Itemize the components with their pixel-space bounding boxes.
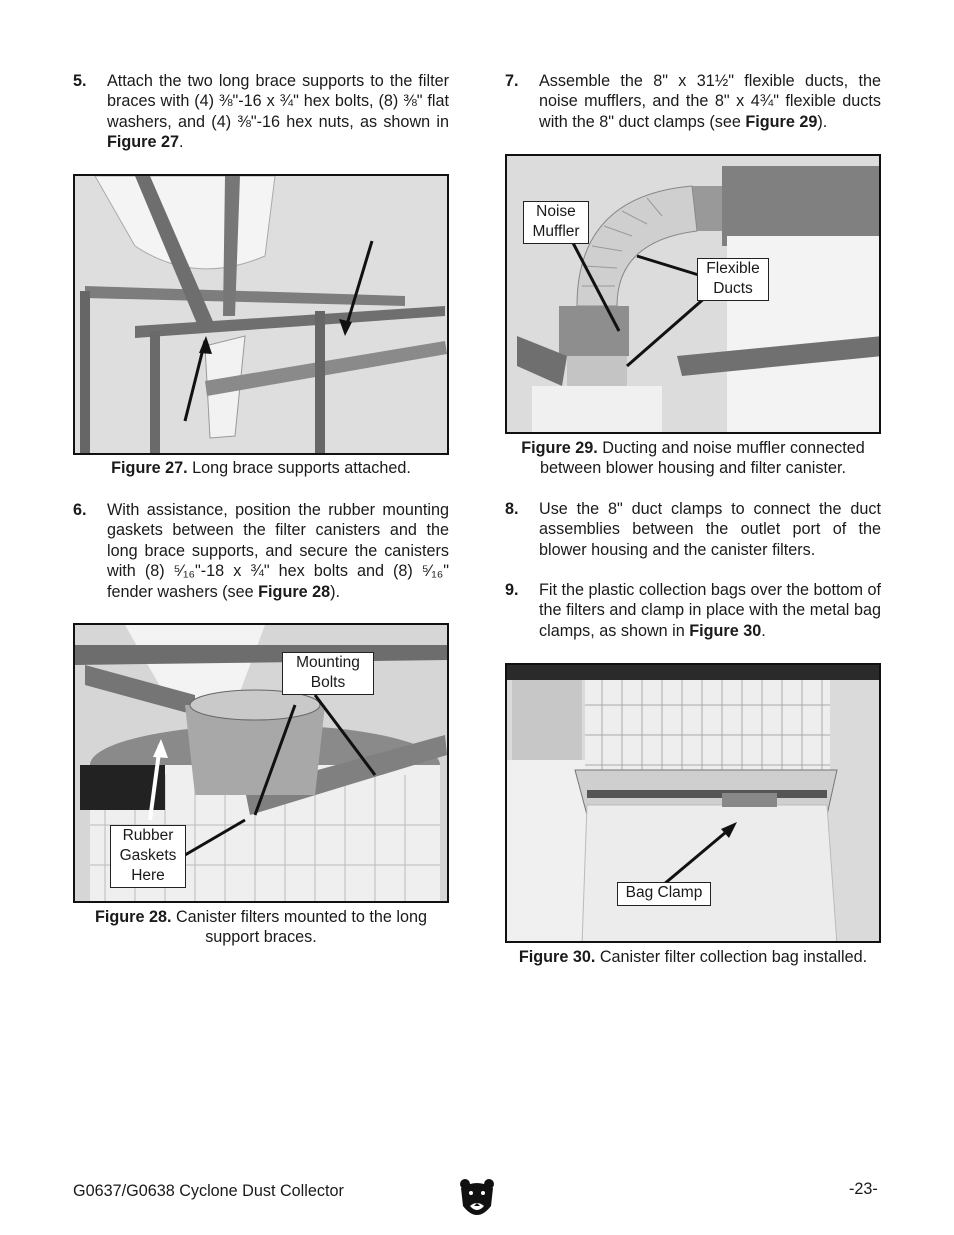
figure-29-photo — [505, 154, 881, 434]
step-text: Attach the two long brace supports to the filter braces with (4) ⅜"-16 x ¾" hex bolts, (8) ⅜" flat washers, and (4) ⅜"-16 hex nuts, as shown in Figure 27. — [107, 72, 449, 152]
step-number: 8. — [505, 500, 519, 518]
callout-flexible-ducts: Flexible Ducts — [697, 258, 769, 301]
callout-rubber-gaskets: Rubber Gaskets Here — [110, 825, 186, 888]
footer-model: G0637/G0638 Cyclone Dust Collector — [73, 1182, 344, 1200]
callout-mounting-bolts: Mounting Bolts — [282, 652, 374, 695]
step-number: 9. — [505, 581, 519, 599]
step-text: Fit the plastic collection bags over the bottom of the filters and clamp in place with the metal bag clamps, as shown in Figure 30. — [539, 581, 881, 640]
callout-bag-clamp: Bag Clamp — [617, 882, 711, 906]
figure-30-photo — [505, 663, 881, 943]
figure-29-caption: Figure 29. Ducting and noise muffler connected between blower housing and filter canister. — [521, 439, 865, 478]
step-number: 6. — [73, 501, 87, 519]
step-number: 7. — [505, 72, 519, 90]
figure-27-caption: Figure 27. Long brace supports attached. — [111, 459, 411, 477]
step-number: 5. — [73, 72, 87, 90]
figure-reference: Figure 27 — [107, 133, 179, 152]
figure-reference: Figure 28 — [258, 582, 331, 601]
grizzly-bear-logo-icon — [458, 1178, 496, 1222]
figure-reference: Figure 30 — [689, 621, 762, 640]
figure-reference: Figure 29 — [745, 112, 818, 131]
step-text: Assemble the 8" x 31½" flexible ducts, the noise mufflers, and the 8" x 4¾" flexible ducts with the 8" duct clamps (see Figure 29). — [539, 72, 881, 131]
page-number: -23- — [849, 1180, 878, 1198]
step-text: With assistance, position the rubber mounting gaskets between the filter canisters and the long brace supports, and secure the canisters with (8) ⁵⁄₁₆"-18 x ¾" hex bolts and (8) ⁵⁄₁₆" fender washers (see Figure 28). — [107, 501, 449, 601]
figure-28-photo — [73, 623, 449, 903]
figure-28-caption: Figure 28. Canister filters mounted to the long support braces. — [94, 908, 427, 947]
callout-noise-muffler: Noise Muffler — [523, 201, 589, 244]
figure-27-photo — [73, 174, 449, 455]
figure-30-caption: Figure 30. Canister filter collection bag installed. — [518, 948, 868, 966]
step-text: Use the 8" duct clamps to connect the duct assemblies between the outlet port of the blower housing and the canister filters. — [539, 500, 881, 559]
